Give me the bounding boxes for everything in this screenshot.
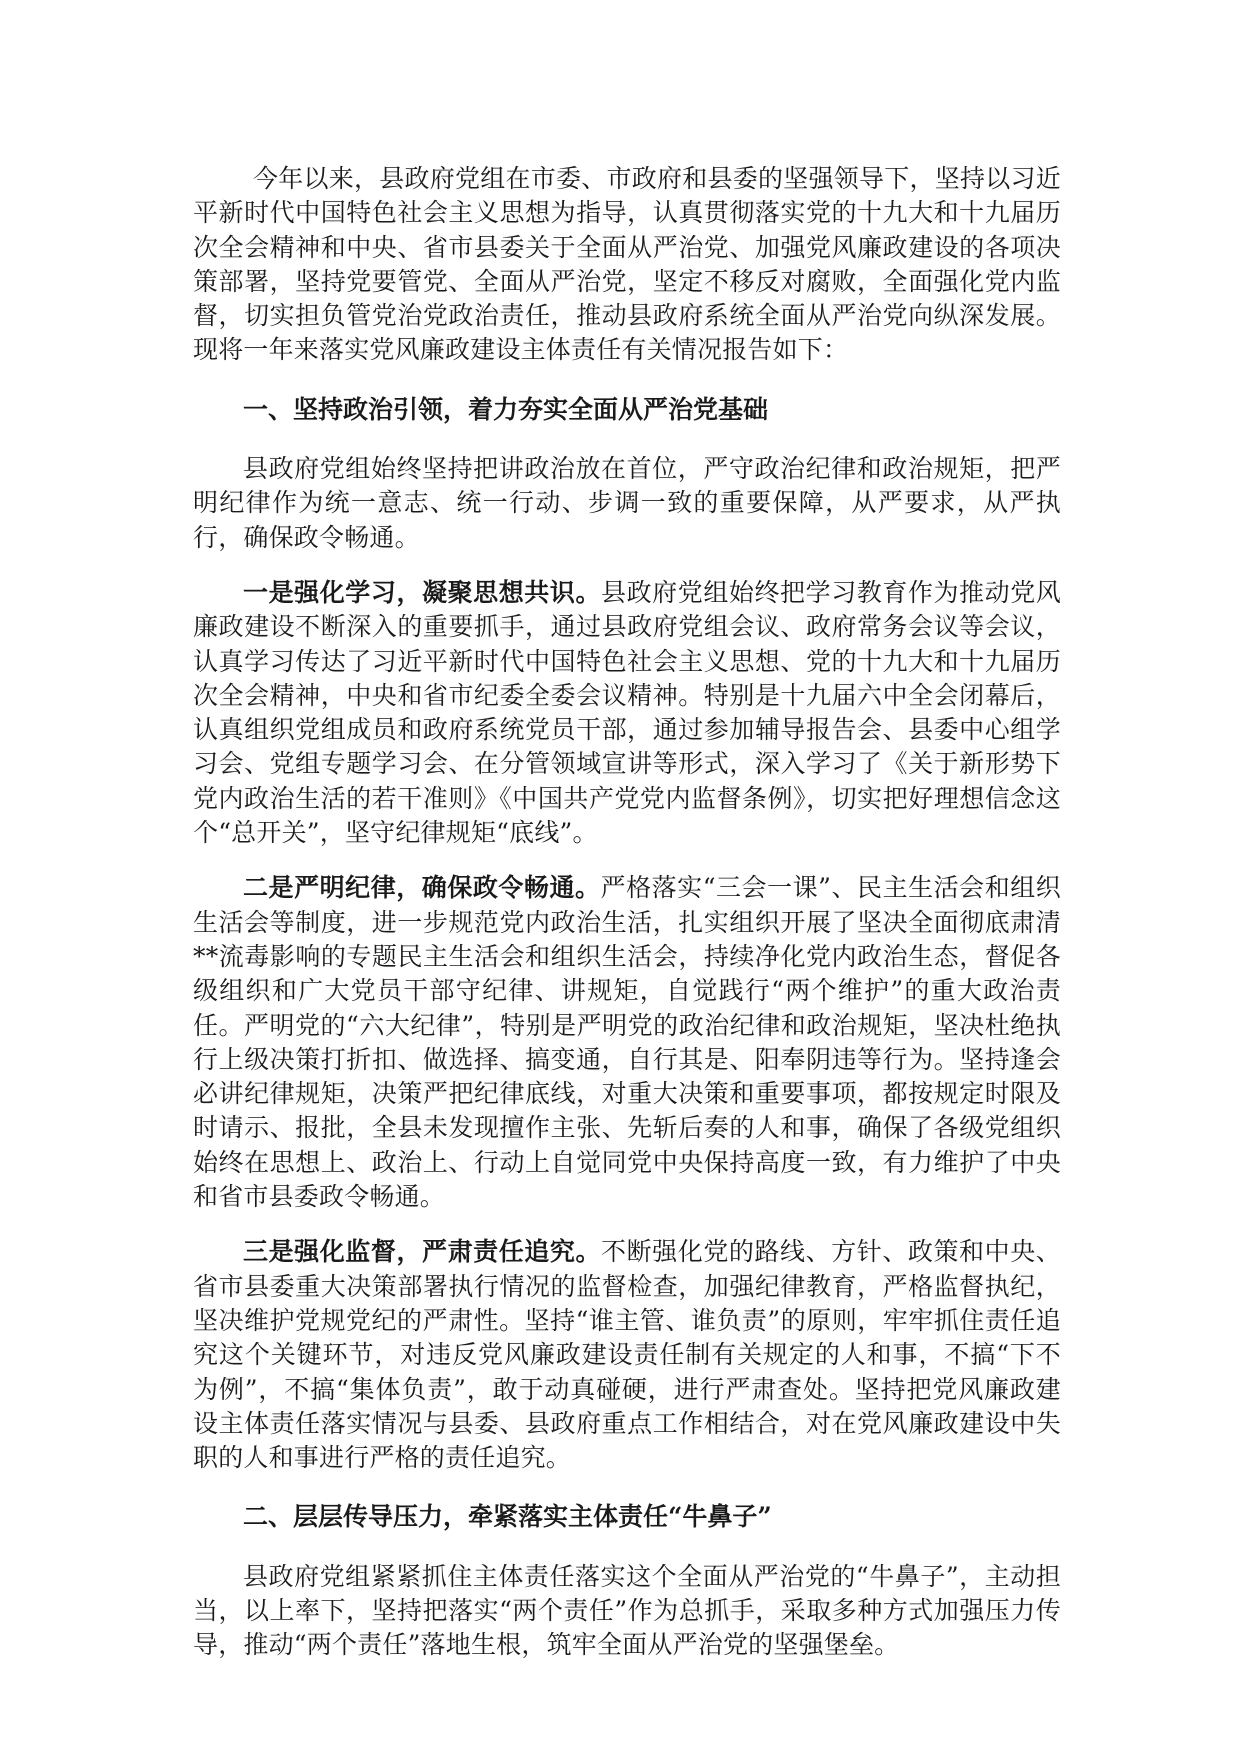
section-2-heading: 二、层层传导压力，牵紧落实主体责任“牛鼻子”: [243, 1502, 772, 1532]
section-1-item-3: [193, 1235, 1061, 1475]
spacer: [193, 427, 1061, 452]
item-lead: 一是强化学习，凝聚思想共识。: [243, 577, 602, 607]
item-lead: 二是严明纪律，确保政令畅通。: [243, 873, 601, 903]
section-1-heading: 一、坚持政治引领，着力夯实全面从严治党基础: [243, 394, 769, 424]
section-2-body: 县政府党组紧紧抓住主体责任落实这个全面从严治党的“牛鼻子”，主动担当，以上率下，坚持把落实“两个责任”作为总抓手，采取多种方式加强压力传导，推动“两个责任”落地生根，筑牢全面从严治党的坚强堡垒。: [193, 1561, 1061, 1660]
item-lead: 三是强化监督，严肃责任追究。: [243, 1237, 602, 1267]
item-text: 不断强化党的路线、方针、政策和中央、省市县委重大决策部署执行情况的监督检查，加强纪律教育，严格监督执纪，坚决维护党规党纪的严肃性。坚持“谁主管、谁负责”的原则，牢牢抓住责任追究这个关键环节，对违反党风廉政建设责任制有关规定的人和事，不搞“下不为例”，不搞“集体负责”，敢于动真碰硬，进行严肃查处。坚持把党风廉政建设主体责任落实情况与县委、县政府重点工作相结合，对在党风廉政建设中失职的人和事进行严格的责任追究。: [193, 1237, 1061, 1473]
item-text: 严格落实“三会一课”、民主生活会和组织生活会等制度，进一步规范党内政治生活，扎实组织开展了坚决全面彻底肃清**流毒影响的专题民主生活会和组织生活会，持续净化党内政治生态，督促各级组织和广大党员干部守纪律、讲规矩，自觉践行“两个维护”的重大政治责任。严明党的“六大纪律”，特别是严明党的政治纪律和政治规矩，坚决杜绝执行上级决策打折扣、做选择、搞变通，自行其是、阳奉阴违等行为。坚持逢会必讲纪律规矩，决策严把纪律底线，对重大决策和重要事项，都按规定时限及时请示、报批，全县未发现擅作主张、先斩后奏的人和事，确保了各级党组织始终在思想上、政治上、行动上自觉同党中央保持高度一致，有力维护了中央和省市县委政令畅通。: [193, 873, 1061, 1212]
spacer: [193, 555, 1061, 576]
spacer: [193, 368, 1061, 393]
intro-paragraph: 今年以来，县政府党组在市委、市政府和县委的坚强领导下，坚持以习近平新时代中国特色社会主义思想为指导，认真贯彻落实党的十九大和十九届历次全会精神和中央、省市县委关于全面从严治党、加强党风廉政建设的各项决策部署，坚持党要管党、全面从严治党，坚定不移反对腐败，全面强化党内监督，切实担负管党治党政治责任，推动县政府系统全面从严治党向纵深发展。现将一年来落实党风廉政建设主体责任有关情况报告如下：: [193, 164, 1061, 365]
section-1-item-1: [193, 576, 1061, 850]
spacer: [193, 1535, 1061, 1560]
item-text: 县政府党组始终把学习教育作为推动党风廉政建设不断深入的重要抓手，通过县政府党组会议、政府常务会议等会议，认真学习传达了习近平新时代中国特色社会主义思想、党的十九大和十九届历次全会精神，中央和省市纪委全委会议精神。特别是十九届六中全会闭幕后，认真组织党组成员和政府系统党员干部，通过参加辅导报告会、县委中心组学习会、党组专题学习会、在分管领域宣讲等形式，深入学习了《关于新形势下党内政治生活的若干准则》《中国共产党党内监督条例》，切实把好理想信念这个“总开关”，坚守纪律规矩“底线”。: [193, 577, 1061, 848]
spacer: [193, 1214, 1061, 1235]
spacer: [193, 850, 1061, 871]
section-1-body: 县政府党组始终坚持把讲政治放在首位，严守政治纪律和政治规矩，把严明纪律作为统一意志、统一行动、步调一致的重要保障，从严要求，从严执行，确保政令畅通。: [193, 454, 1061, 552]
section-1-item-2: [193, 871, 1061, 1214]
spacer: [193, 1475, 1061, 1500]
document-page: [193, 162, 1061, 1663]
